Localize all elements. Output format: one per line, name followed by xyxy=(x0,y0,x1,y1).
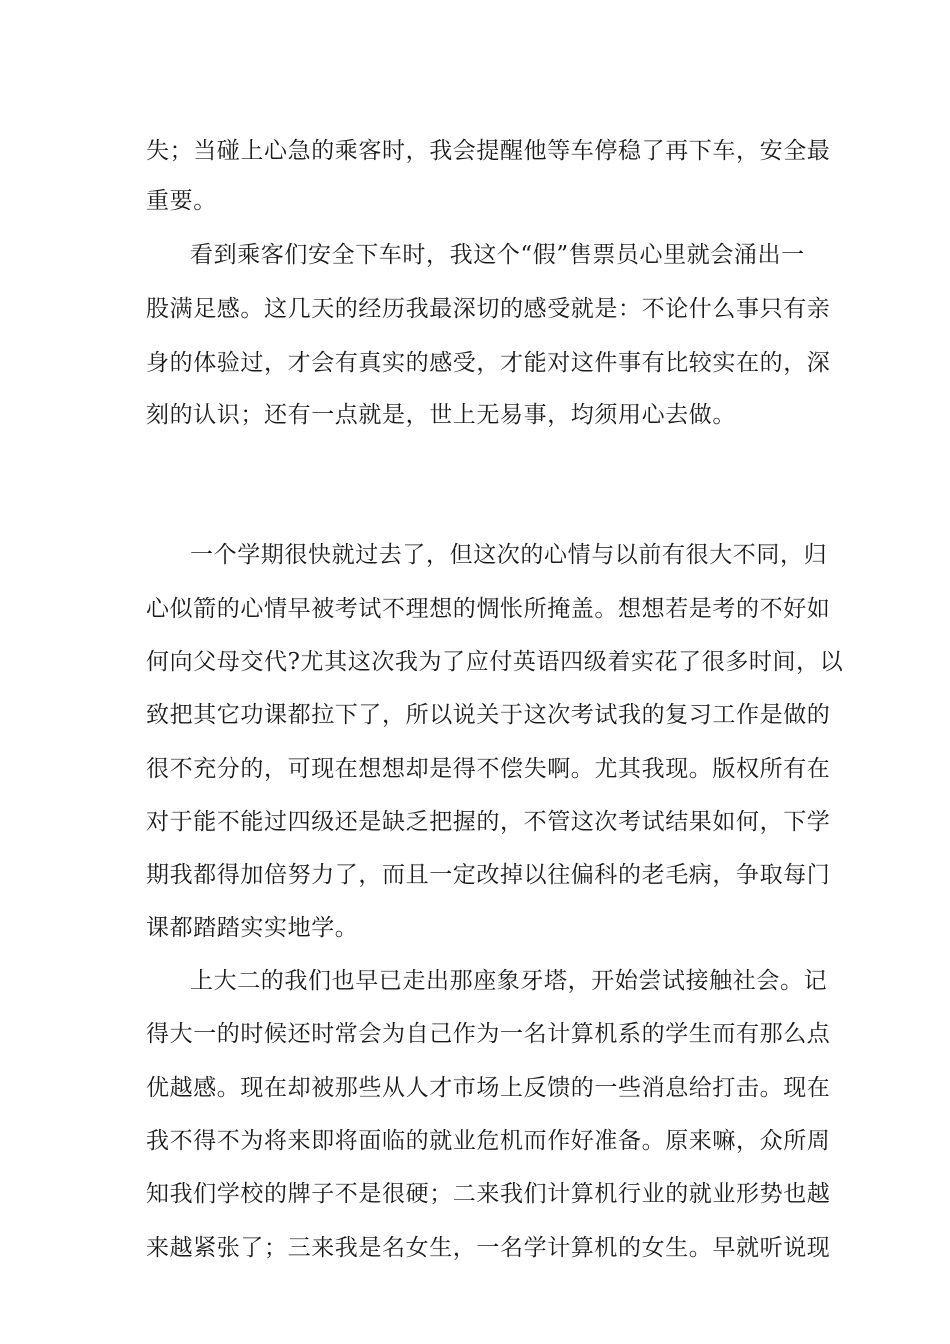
text-line: 课都踏踏实实地学。 xyxy=(146,915,359,941)
text-line: 对于能不能过四级还是缺乏把握的，不管这次考试结果如何，下学 xyxy=(146,809,831,835)
text-line: 期我都得加倍努力了，而且一定改掉以往偏科的老毛病，争取每门 xyxy=(146,862,831,888)
text-line: 失；当碰上心急的乘客时，我会提醒他等车停稳了再下车，安全最 xyxy=(146,138,831,164)
text-line: 股满足感。这几天的经历我最深切的感受就是：不论什么事只有亲 xyxy=(146,296,831,322)
text-line: 很不充分的，可现在想想却是得不偿失啊。尤其我现。版权所有在 xyxy=(146,756,831,782)
text-line: 刻的认识；还有一点就是，世上无易事，均须用心去做。 xyxy=(146,402,736,428)
text-line: 身的体验过，才会有真实的感受，才能对这件事有比较实在的，深 xyxy=(146,350,831,376)
text-line: 来越紧张了；三来我是名女生，一名学计算机的女生。早就听说现 xyxy=(146,1235,831,1261)
paragraph-first-line: 看到乘客们安全下车时，我这个“假”售票员心里就会涌出一 xyxy=(190,242,805,268)
text-line: 我不得不为将来即将面临的就业危机而作好准备。原来嘛，众所周 xyxy=(146,1128,831,1154)
text-line: 重要。 xyxy=(146,188,217,214)
paragraph-first-line: 上大二的我们也早已走出那座象牙塔，开始尝试接触社会。记 xyxy=(190,968,828,994)
paragraph-first-line: 一个学期很快就过去了，但这次的心情与以前有很大不同，归 xyxy=(190,542,828,568)
text-line: 优越感。现在却被那些从人才市场上反馈的一些消息给打击。现在 xyxy=(146,1075,831,1101)
text-line: 何向父母交代?尤其这次我为了应付英语四级着实花了很多时间，以 xyxy=(146,649,844,675)
text-line: 致把其它功课都拉下了，所以说关于这次考试我的复习工作是做的 xyxy=(146,702,831,728)
text-line: 心似箭的心情早被考试不理想的惆怅所掩盖。想想若是考的不好如 xyxy=(146,596,831,622)
text-line: 知我们学校的牌子不是很硬；二来我们计算机行业的就业形势也越 xyxy=(146,1181,831,1207)
text-line: 得大一的时候还时常会为自己作为一名计算机系的学生而有那么点 xyxy=(146,1021,831,1047)
